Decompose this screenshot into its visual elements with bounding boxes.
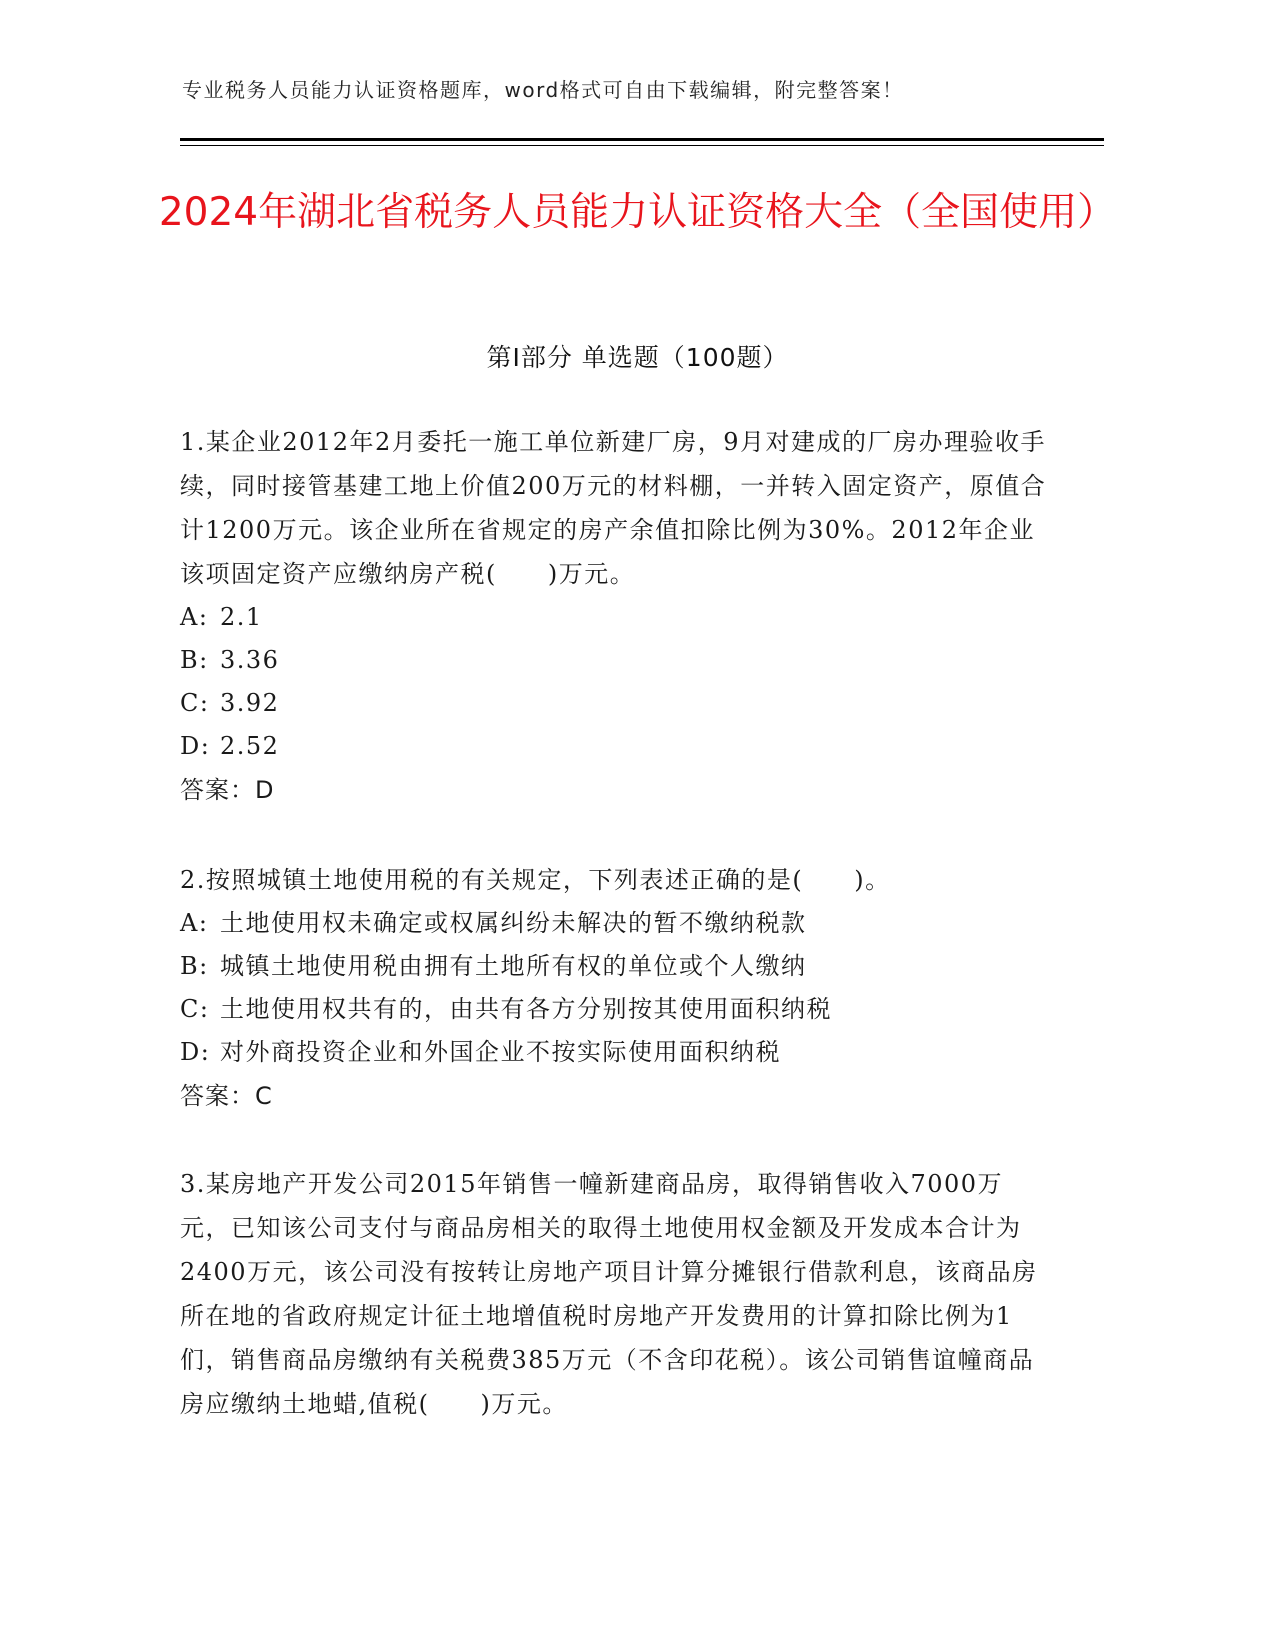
option-letter: B: [180,952,209,980]
question-stem: 2.按照城镇土地使用税的有关规定，下列表述正确的是( )。 [180,866,891,894]
option-d [180,725,1050,768]
option-text: 3.36 [220,646,280,674]
option-c [180,682,1050,725]
option-b [180,945,1050,988]
option-a [180,596,1050,639]
option-letter: A: [180,909,209,937]
option-letter: D: [180,732,211,760]
option-text: 土地使用权未确定或权属纠纷未解决的暂不缴纳税款 [220,909,807,937]
option-letter: A: [180,603,209,631]
option-text: 3.92 [220,689,280,717]
document-title: 2024年湖北省税务人员能力认证资格大全（全国使用） [158,190,1117,235]
option-text: 土地使用权共有的，由共有各方分别按其使用面积纳税 [220,995,832,1023]
option-b [180,639,1050,682]
question-3 [180,1162,1050,1426]
question-stem: 3.某房地产开发公司2015年销售一幢新建商品房，取得销售收入7000万元，已知该公司支付与商品房相关的取得土地使用权金额及开发成本合计为2400万元，该公司没有按转让房地产项目计算分摊银行借款利息，该商品房所在地的省政府规定计征土地增值税时房地产开发费用的计算扣除比例为1们，销售商品房缴纳有关税费385万元（不含印花税）。该公司销售谊幢商品房应缴纳土地蜡,值税( )万元。 [180,1170,1038,1418]
question-stem: 1.某企业2012年2月委托一施工单位新建厂房，9月对建成的厂房办理验收手续，同时接管基建工地上价值200万元的材料棚，一并转入固定资产，原值合计1200万元。该企业所在省规定的房产余值扣除比例为30%。2012年企业该项固定资产应缴纳房产税( )万元。 [180,428,1047,588]
option-text: 2.1 [220,603,263,631]
header-divider-thin [180,145,1104,146]
question-1 [180,420,1050,812]
answer: 答案：C [180,1082,273,1110]
answer: 答案：D [180,776,275,804]
option-text: 城镇土地使用税由拥有土地所有权的单位或个人缴纳 [220,952,807,980]
section-heading: 第I部分 单选题（100题） [486,343,789,372]
header-divider-thick [180,138,1104,141]
option-text: 2.52 [220,732,280,760]
option-text: 对外商投资企业和外国企业不按实际使用面积纳税 [220,1038,781,1066]
option-letter: D: [180,1038,211,1066]
option-a [180,902,1050,945]
option-letter: C: [180,995,210,1023]
question-2 [180,858,1050,1118]
option-letter: B: [180,646,209,674]
option-c [180,988,1050,1031]
option-letter: C: [180,689,210,717]
header-note: 专业税务人员能力认证资格题库，word格式可自由下载编辑，附完整答案！ [182,78,904,102]
option-d [180,1031,1050,1074]
